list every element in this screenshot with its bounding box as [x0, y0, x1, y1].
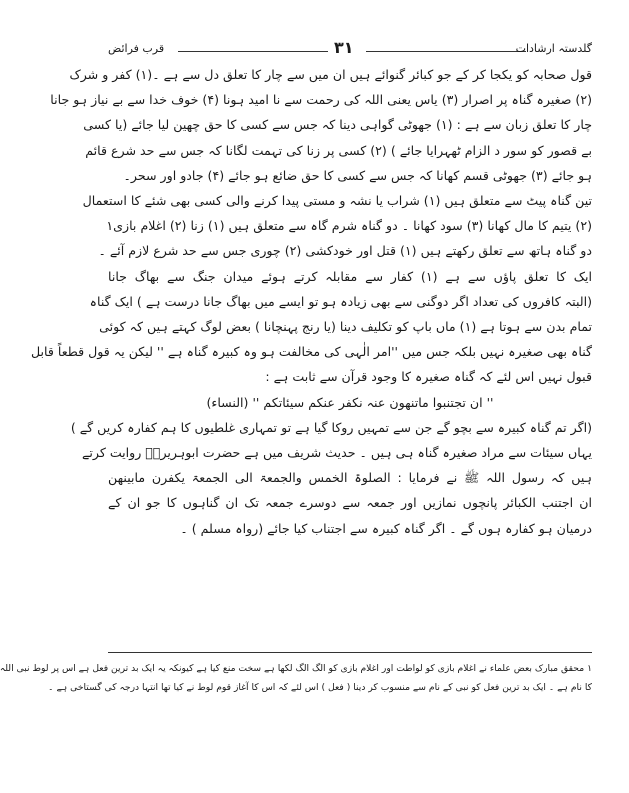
header-rule-right	[366, 51, 526, 52]
text-line: گناہ بھی صغیرہ نہیں بلکہ جس میں ''امر الٰہی کی مخالفت ہو وہ کبیرہ گناہ ہے '' لیکن یہ قول قطعاً قابل	[30, 344, 592, 360]
footnote-line: ۱ محقق مبارک بعض علماء نے اغلام بازی کو لواطت اور اغلام بازی کو الگ الگ لکھا ہے سخت منع کیا ہے کیونکہ یہ ایک بد ترین فعل ہے اس پر لوط نبی اللہ	[0, 663, 592, 674]
page-number: ۳۱	[334, 38, 354, 57]
header-rule-left	[178, 51, 328, 52]
footnotes	[0, 652, 592, 697]
text-line: ان اجتنب الکبائر پانچوں نمازیں اور جمعہ سے دوسرے جمعہ تک ان گناہوں کا جو ان کے	[108, 495, 592, 511]
text-line: قول صحابہ کو یکجا کر کے جو کبائر گنوائے ہیں ان میں سے چار کا تعلق دل سے ہے ۔(۱) کفر و شرک	[69, 67, 592, 82]
text-line: تین گناہ پیٹ سے متعلق ہیں (۱) شراب یا نشہ و مستی پیدا کرنے والی کسی بھی شئے کا استعمال	[82, 193, 592, 209]
text-line: ہو جائے (۳) جھوٹی قسم کھانا کہ جس سے کسی کا حق ضائع ہو جائے (۴) جادو اور سحر۔	[123, 167, 592, 183]
text-line: قبول نہیں اس لئے کہ گناہ صغیرہ کا وجود قرآن سے ثابت ہے :	[265, 369, 592, 385]
text-line: تمام بدن سے ہوتا ہے (۱) ماں باپ کو تکلیف دینا (یا رنج پہنچانا ) بعض لوگ کہتے ہیں کہ کوئی	[99, 319, 592, 335]
text-line: بے قصور کو سور د الزام ٹھہرایا جائے ) (۲) کسی پر زنا کی تہمت لگانا کہ جس سے حد شرع قائم	[85, 142, 592, 158]
footnote-line: کا نام ہے ۔ ایک بد ترین فعل کو نبی کے نام سے منسوب کر دینا ( فعل ) اس لئے کہ اس کا آغاز قوم لوط نے کیا تھا انتہا درجہ کی گستاخی ہے ۔	[48, 682, 592, 693]
text-line: درمیان ہو کفارہ ہوں گے ۔ اگر گناہ کبیرہ سے اجتناب کیا جائے (رواہ مسلم ) ۔	[180, 520, 592, 536]
text-line: چار کا تعلق زبان سے ہے : (۱) جھوٹی گواہی دینا کہ جس سے کسی کا حق چھین لیا جائے (یا کسی	[83, 117, 592, 133]
body-text	[30, 62, 593, 541]
quran-verse: '' ان تجتنبوا ماتنھون عنہ نکفر عنکم سیئاتکم '' (النساء)	[206, 394, 494, 410]
page-header	[108, 38, 592, 62]
text-line: دو گناہ ہاتھ سے تعلق رکھتے ہیں (۱) قتل اور خودکشی (۲) چوری جس سے حد شرع لازم آئے ۔	[98, 243, 592, 259]
text-line: (۲) صغیرہ گناہ پر اصرار (۳) یاس یعنی اللہ کی رحمت سے نا امید ہونا (۴) خوف خدا سے بے نیاز ہو جانا	[50, 92, 592, 108]
text-line: (البتہ کافروں کی تعداد اگر دوگنی سے بھی زیادہ ہو تو ایسے میں بھاگ جانا درست ہے ) ایک گناہ	[89, 293, 592, 309]
text-line: ایک کا تعلق پاؤں سے ہے (۱) کفار سے مقابلہ کرتے ہوئے میدان جنگ سے بھاگ جانا	[108, 268, 593, 284]
text-line: ہیں کہ رسول اللہ ﷺ نے فرمایا : الصلوۃ الخمس والجمعۃ الی الجمعۃ یکفرن مابینھن	[108, 470, 592, 486]
text-line: (اگر تم گناہ کبیرہ سے بچو گے جن سے تمہیں روکا گیا ہے تو تمہاری غلطیوں کا ہم کفارہ کریں گے )	[70, 419, 592, 435]
header-book-title: گلدستہ ارشادات	[515, 42, 592, 55]
text-line: (۲) یتیم کا مال کھانا (۳) سود کھانا ۔ دو گناہ شرم گاہ سے متعلق ہیں (۱) زنا (۲) اغلام بازی۱	[106, 218, 592, 234]
page	[30, 38, 593, 541]
text-line: یہاں سیئات سے مراد صغیرہ گناہ ہی ہیں ۔ حدیث شریف میں ہے حضرت ابوہریرہؓ روایت کرتے	[81, 445, 592, 461]
header-chapter-title: قرب فرائض	[108, 42, 165, 55]
